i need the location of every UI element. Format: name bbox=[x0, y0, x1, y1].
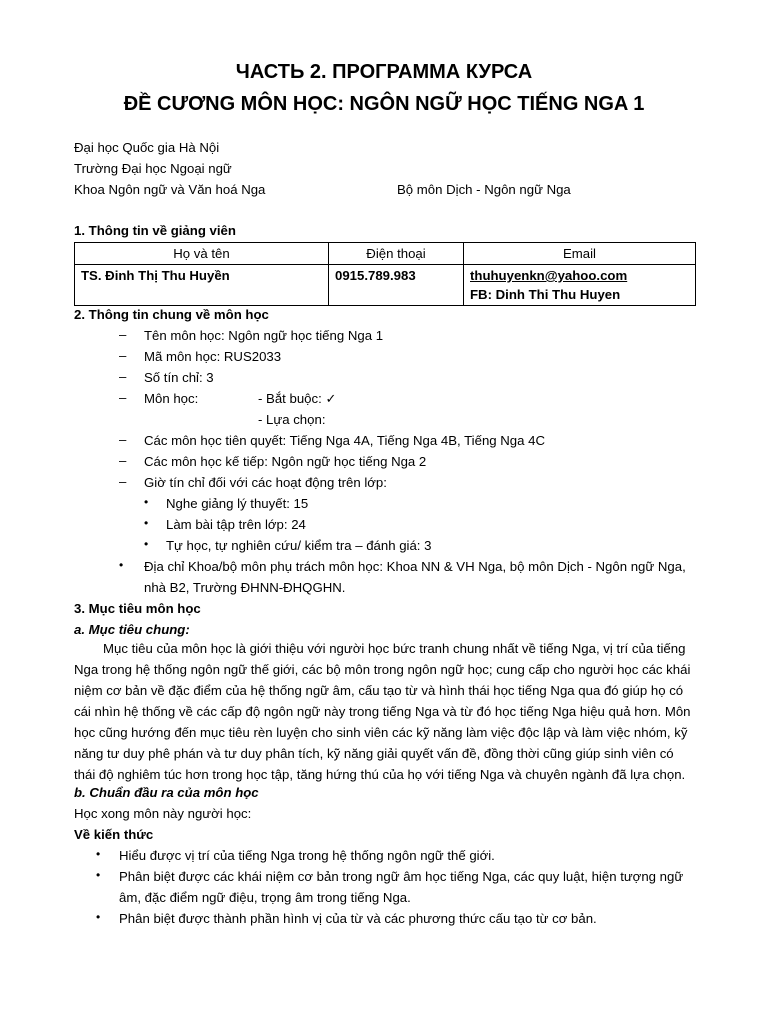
objective-line-7: thái độ nghiêm túc hơn trong học tập, tăng hứng thú của họ với tiếng Nga và chuyên ngành đã lựa chọn. bbox=[74, 767, 686, 782]
lecturer-phone: 0915.789.983 bbox=[329, 265, 464, 306]
hours-lecture: Nghe giảng lý thuyết: 15 bbox=[166, 496, 309, 511]
course-type-required: - Bắt buộc: ✓ bbox=[258, 391, 337, 406]
hours-label: Giờ tín chỉ đối với các hoạt động trên lớp: bbox=[144, 475, 387, 490]
course-name: Tên môn học: Ngôn ngữ học tiếng Nga 1 bbox=[144, 328, 384, 343]
lecturer-email[interactable]: thuhuyenkn@yahoo.com bbox=[470, 268, 628, 283]
faculty-name: Khoa Ngôn ngữ và Văn hoá Nga bbox=[74, 182, 266, 197]
title-russian: ЧАСТЬ 2. ПРОГРАММА КУРСА bbox=[235, 61, 533, 83]
list-dash: – bbox=[119, 327, 127, 342]
objective-line-3: niệm cơ bản về đặc điểm của hệ thống ngữ âm, cấu tạo từ và hình thái học tiếng Nga qua đó giúp họ có bbox=[74, 683, 684, 698]
section-3-heading: 3. Mục tiêu môn học bbox=[74, 601, 201, 616]
table-header-row bbox=[75, 243, 696, 265]
hours-exercise: Làm bài tập trên lớp: 24 bbox=[166, 517, 306, 532]
lecturer-facebook: FB: Dinh Thi Thu Huyen bbox=[470, 287, 621, 302]
knowledge-item: Phân biệt được thành phần hình vị của từ và các phương thức cấu tạo từ cơ bản. bbox=[119, 911, 597, 926]
course-type-label: Môn học: bbox=[144, 391, 199, 406]
objective-line-4: cái nhìn hệ thống về các cấp độ ngôn ngữ này trong tiếng Nga và từ đó học tiếng Nga hiệu quả hơn. Môn bbox=[74, 704, 691, 719]
bullet-icon: • bbox=[144, 537, 149, 551]
school-name: Trường Đại học Ngoại ngữ bbox=[74, 161, 232, 176]
outcomes-heading: b. Chuẩn đầu ra của môn học bbox=[74, 785, 259, 800]
next-courses: Các môn học kế tiếp: Ngôn ngữ học tiếng Nga 2 bbox=[144, 454, 427, 469]
section-2-heading: 2. Thông tin chung về môn học bbox=[74, 307, 269, 322]
title-vietnamese: ĐỀ CƯƠNG MÔN HỌC: NGÔN NGỮ HỌC TIẾNG NGA 1 bbox=[123, 93, 645, 115]
list-dash: – bbox=[119, 348, 127, 363]
header-name: Họ và tên bbox=[75, 243, 329, 265]
hours-self-study: Tự học, tự nghiên cứu/ kiểm tra – đánh giá: 3 bbox=[166, 538, 432, 553]
list-dash: – bbox=[119, 474, 127, 489]
course-credits: Số tín chỉ: 3 bbox=[144, 370, 214, 385]
knowledge-item-continued: âm, đặc điểm ngữ điệu, trọng âm trong tiếng Nga. bbox=[119, 890, 411, 905]
knowledge-item: Hiểu được vị trí của tiếng Nga trong hệ thống ngôn ngữ thế giới. bbox=[119, 848, 495, 863]
list-dash: – bbox=[119, 390, 127, 405]
list-dash: – bbox=[119, 432, 127, 447]
address-line-1: Địa chỉ Khoa/bộ môn phụ trách môn học: Khoa NN & VH Nga, bộ môn Dịch - Ngôn ngữ Nga, bbox=[144, 559, 686, 574]
department-name: Bộ môn Dịch - Ngôn ngữ Nga bbox=[397, 182, 571, 197]
lecturer-contacts bbox=[464, 265, 696, 306]
bullet-icon: • bbox=[119, 558, 124, 572]
bullet-icon: • bbox=[96, 847, 101, 861]
bullet-icon: • bbox=[144, 495, 149, 509]
lecturer-table bbox=[74, 242, 696, 306]
bullet-icon: • bbox=[144, 516, 149, 530]
objective-line-1: Mục tiêu của môn học là giới thiệu với người học bức tranh chung nhất về tiếng Nga, vị trí của tiếng bbox=[103, 641, 686, 656]
outcomes-intro: Học xong môn này người học: bbox=[74, 806, 252, 821]
header-phone: Điện thoại bbox=[329, 243, 464, 265]
list-dash: – bbox=[119, 453, 127, 468]
bullet-icon: • bbox=[96, 910, 101, 924]
objective-line-2: Nga trong hệ thống ngôn ngữ thế giới, các bộ môn trong ngôn ngữ học; cung cấp cho người học các khái bbox=[74, 662, 691, 677]
bullet-icon: • bbox=[96, 868, 101, 882]
header-email: Email bbox=[464, 243, 696, 265]
section-1-heading: 1. Thông tin về giảng viên bbox=[74, 223, 236, 238]
knowledge-item: Phân biệt được các khái niệm cơ bản trong ngữ âm học tiếng Nga, các quy luật, hiện tượng ngữ bbox=[119, 869, 684, 884]
address-line-2: nhà B2, Trường ĐHNN-ĐHQGHN. bbox=[144, 580, 346, 595]
lecturer-name: TS. Đinh Thị Thu Huyền bbox=[75, 265, 329, 306]
general-objective-heading: a. Mục tiêu chung: bbox=[74, 622, 190, 637]
objective-line-5: học cũng hướng đến mục tiêu rèn luyện cho sinh viên các kỹ năng làm việc độc lập và làm việc nhóm, kỹ bbox=[74, 725, 688, 740]
prerequisites: Các môn học tiên quyết: Tiếng Nga 4A, Tiếng Nga 4B, Tiếng Nga 4C bbox=[144, 433, 545, 448]
course-type-elective: - Lựa chọn: bbox=[258, 412, 326, 427]
objective-line-6: năng tư duy phê phán và tư duy phân tích, kỹ năng giải quyết vấn đề, đồng thời cũng giúp sinh viên có bbox=[74, 746, 674, 761]
university-name: Đại học Quốc gia Hà Nội bbox=[74, 140, 220, 155]
knowledge-heading: Về kiến thức bbox=[74, 827, 154, 842]
course-code: Mã môn học: RUS2033 bbox=[144, 349, 282, 364]
list-dash: – bbox=[119, 369, 127, 384]
table-row bbox=[75, 265, 696, 306]
